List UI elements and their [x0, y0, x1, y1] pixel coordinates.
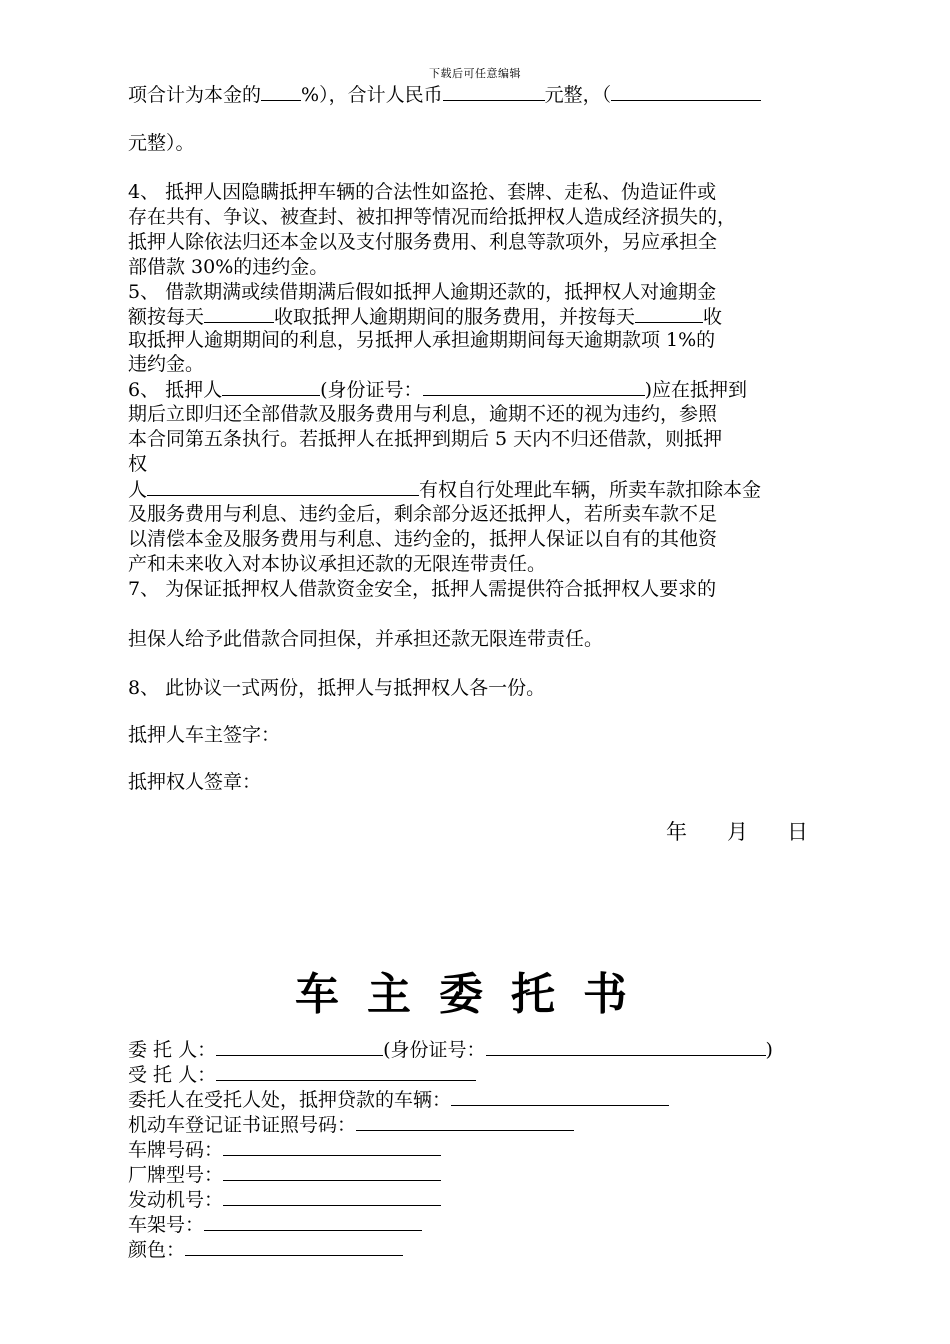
clause5-line: 取抵押人逾期期间的利息，另抵押人承担逾期期间每天逾期款项 1%的 [128, 329, 716, 351]
label: 发动机号： [128, 1189, 224, 1211]
text: 人 [128, 479, 148, 501]
clause8-line: 8、 此协议一式两份，抵押人与抵押权人各一份。 [128, 677, 546, 699]
clause6-line: 及服务费用与利息、违约金后，剩余部分返还抵押人，若所卖车款不足 [128, 503, 718, 525]
principal-row [128, 1037, 773, 1062]
blank-percent[interactable] [261, 82, 301, 101]
text: 项合计为本金的 [128, 84, 262, 106]
clause4-line: 部借款 30%的违约金。 [128, 256, 329, 278]
clause5-line [128, 304, 722, 329]
label: 机动车登记证书证照号码： [128, 1114, 357, 1136]
vehicle-field[interactable] [451, 1087, 669, 1106]
clause7-line: 担保人给予此借款合同担保，并承担还款无限连带责任。 [128, 628, 604, 650]
clause5-line: 违约金。 [128, 353, 205, 375]
label: 颜色： [128, 1239, 186, 1261]
text: )应在抵押到 [644, 379, 747, 401]
agent-row [128, 1062, 476, 1087]
registration-field[interactable] [356, 1112, 574, 1131]
clause6-line: 产和未来收入对本协议承担还款的无限连带责任。 [128, 553, 547, 575]
frame-field[interactable] [204, 1212, 422, 1231]
total-line [128, 82, 761, 107]
engine-field[interactable] [223, 1187, 441, 1206]
blank-mortgagor-name[interactable] [222, 377, 320, 396]
frame-row [128, 1212, 422, 1237]
clause4-line: 4、 抵押人因隐瞒抵押车辆的合法性如盗抢、套牌、走私、伪造证件或 [128, 181, 717, 203]
label: 受 托 人： [128, 1064, 217, 1086]
model-field[interactable] [223, 1162, 441, 1181]
label: 委 托 人： [128, 1039, 217, 1061]
color-field[interactable] [185, 1237, 403, 1256]
date-year: 年 [666, 820, 687, 844]
label: 车架号： [128, 1214, 205, 1236]
text: 额按每天 [128, 306, 205, 328]
blank-amount-words[interactable] [611, 82, 761, 101]
plate-field[interactable] [223, 1137, 441, 1156]
color-row [128, 1237, 403, 1262]
clause6-line [128, 377, 747, 402]
date-day: 日 [787, 820, 808, 844]
blank-id-number[interactable] [423, 377, 645, 396]
text: 收取抵押人逾期期间的服务费用，并按每天 [274, 306, 636, 328]
agent-field[interactable] [216, 1062, 476, 1081]
clause7-line: 7、 为保证抵押权人借款资金安全，抵押人需提供符合抵押权人要求的 [128, 578, 717, 600]
principal-field[interactable] [216, 1037, 383, 1056]
label: 车牌号码： [128, 1139, 224, 1161]
blank-service-fee[interactable] [204, 304, 274, 323]
plate-row [128, 1137, 441, 1162]
clause4-line: 存在共有、争议、被查封、被扣押等情况而给抵押权人造成经济损失的， [128, 206, 737, 228]
label: 厂牌型号： [128, 1164, 224, 1186]
model-row [128, 1162, 441, 1187]
mortgagee-seal-label: 抵押权人签章： [128, 771, 262, 793]
clause6-line [128, 477, 761, 502]
text: %），合计人民币 [301, 84, 443, 106]
label: 委托人在受托人处，抵押贷款的车辆： [128, 1089, 452, 1111]
clause6-line: 本合同第五条执行。若抵押人在抵押到期后 5 天内不归还借款，则抵押 [128, 428, 723, 450]
engine-row [128, 1187, 441, 1212]
owner-signature-label: 抵押人车主签字： [128, 724, 281, 746]
text: 6、 抵押人 [128, 379, 223, 401]
clause6-line: 期后立即归还全部借款及服务费用与利息，逾期不还的视为违约，参照 [128, 403, 718, 425]
blank-amount[interactable] [443, 82, 545, 101]
principal-id-field[interactable] [486, 1037, 766, 1056]
blank-mortgagee-name[interactable] [147, 477, 419, 496]
registration-row [128, 1112, 574, 1137]
label: ) [765, 1039, 773, 1061]
text: 收 [703, 306, 723, 328]
text: 元整，（ [544, 84, 612, 106]
text: 有权自行处理此车辆，所卖车款扣除本金 [419, 479, 762, 501]
total-line-end: 元整）。 [128, 132, 195, 154]
date-month: 月 [727, 820, 748, 844]
clause5-line: 5、 借款期满或续借期满后假如抵押人逾期还款的，抵押权人对逾期金 [128, 281, 717, 303]
blank-interest[interactable] [635, 304, 703, 323]
vehicle-row [128, 1087, 669, 1112]
page-header: 下载后可任意编辑 [429, 67, 521, 80]
clause4-line: 抵押人除依法归还本金以及支付服务费用、利息等款项外，另应承担全 [128, 231, 718, 253]
text: (身份证号： [320, 379, 423, 401]
clause6-line: 以清偿本金及服务费用与利息、违约金的，抵押人保证以自有的其他资 [128, 528, 718, 550]
clause6-line: 权 [128, 453, 148, 475]
label: (身份证号： [383, 1039, 486, 1061]
document-title: 车主委托书 [295, 969, 655, 1020]
